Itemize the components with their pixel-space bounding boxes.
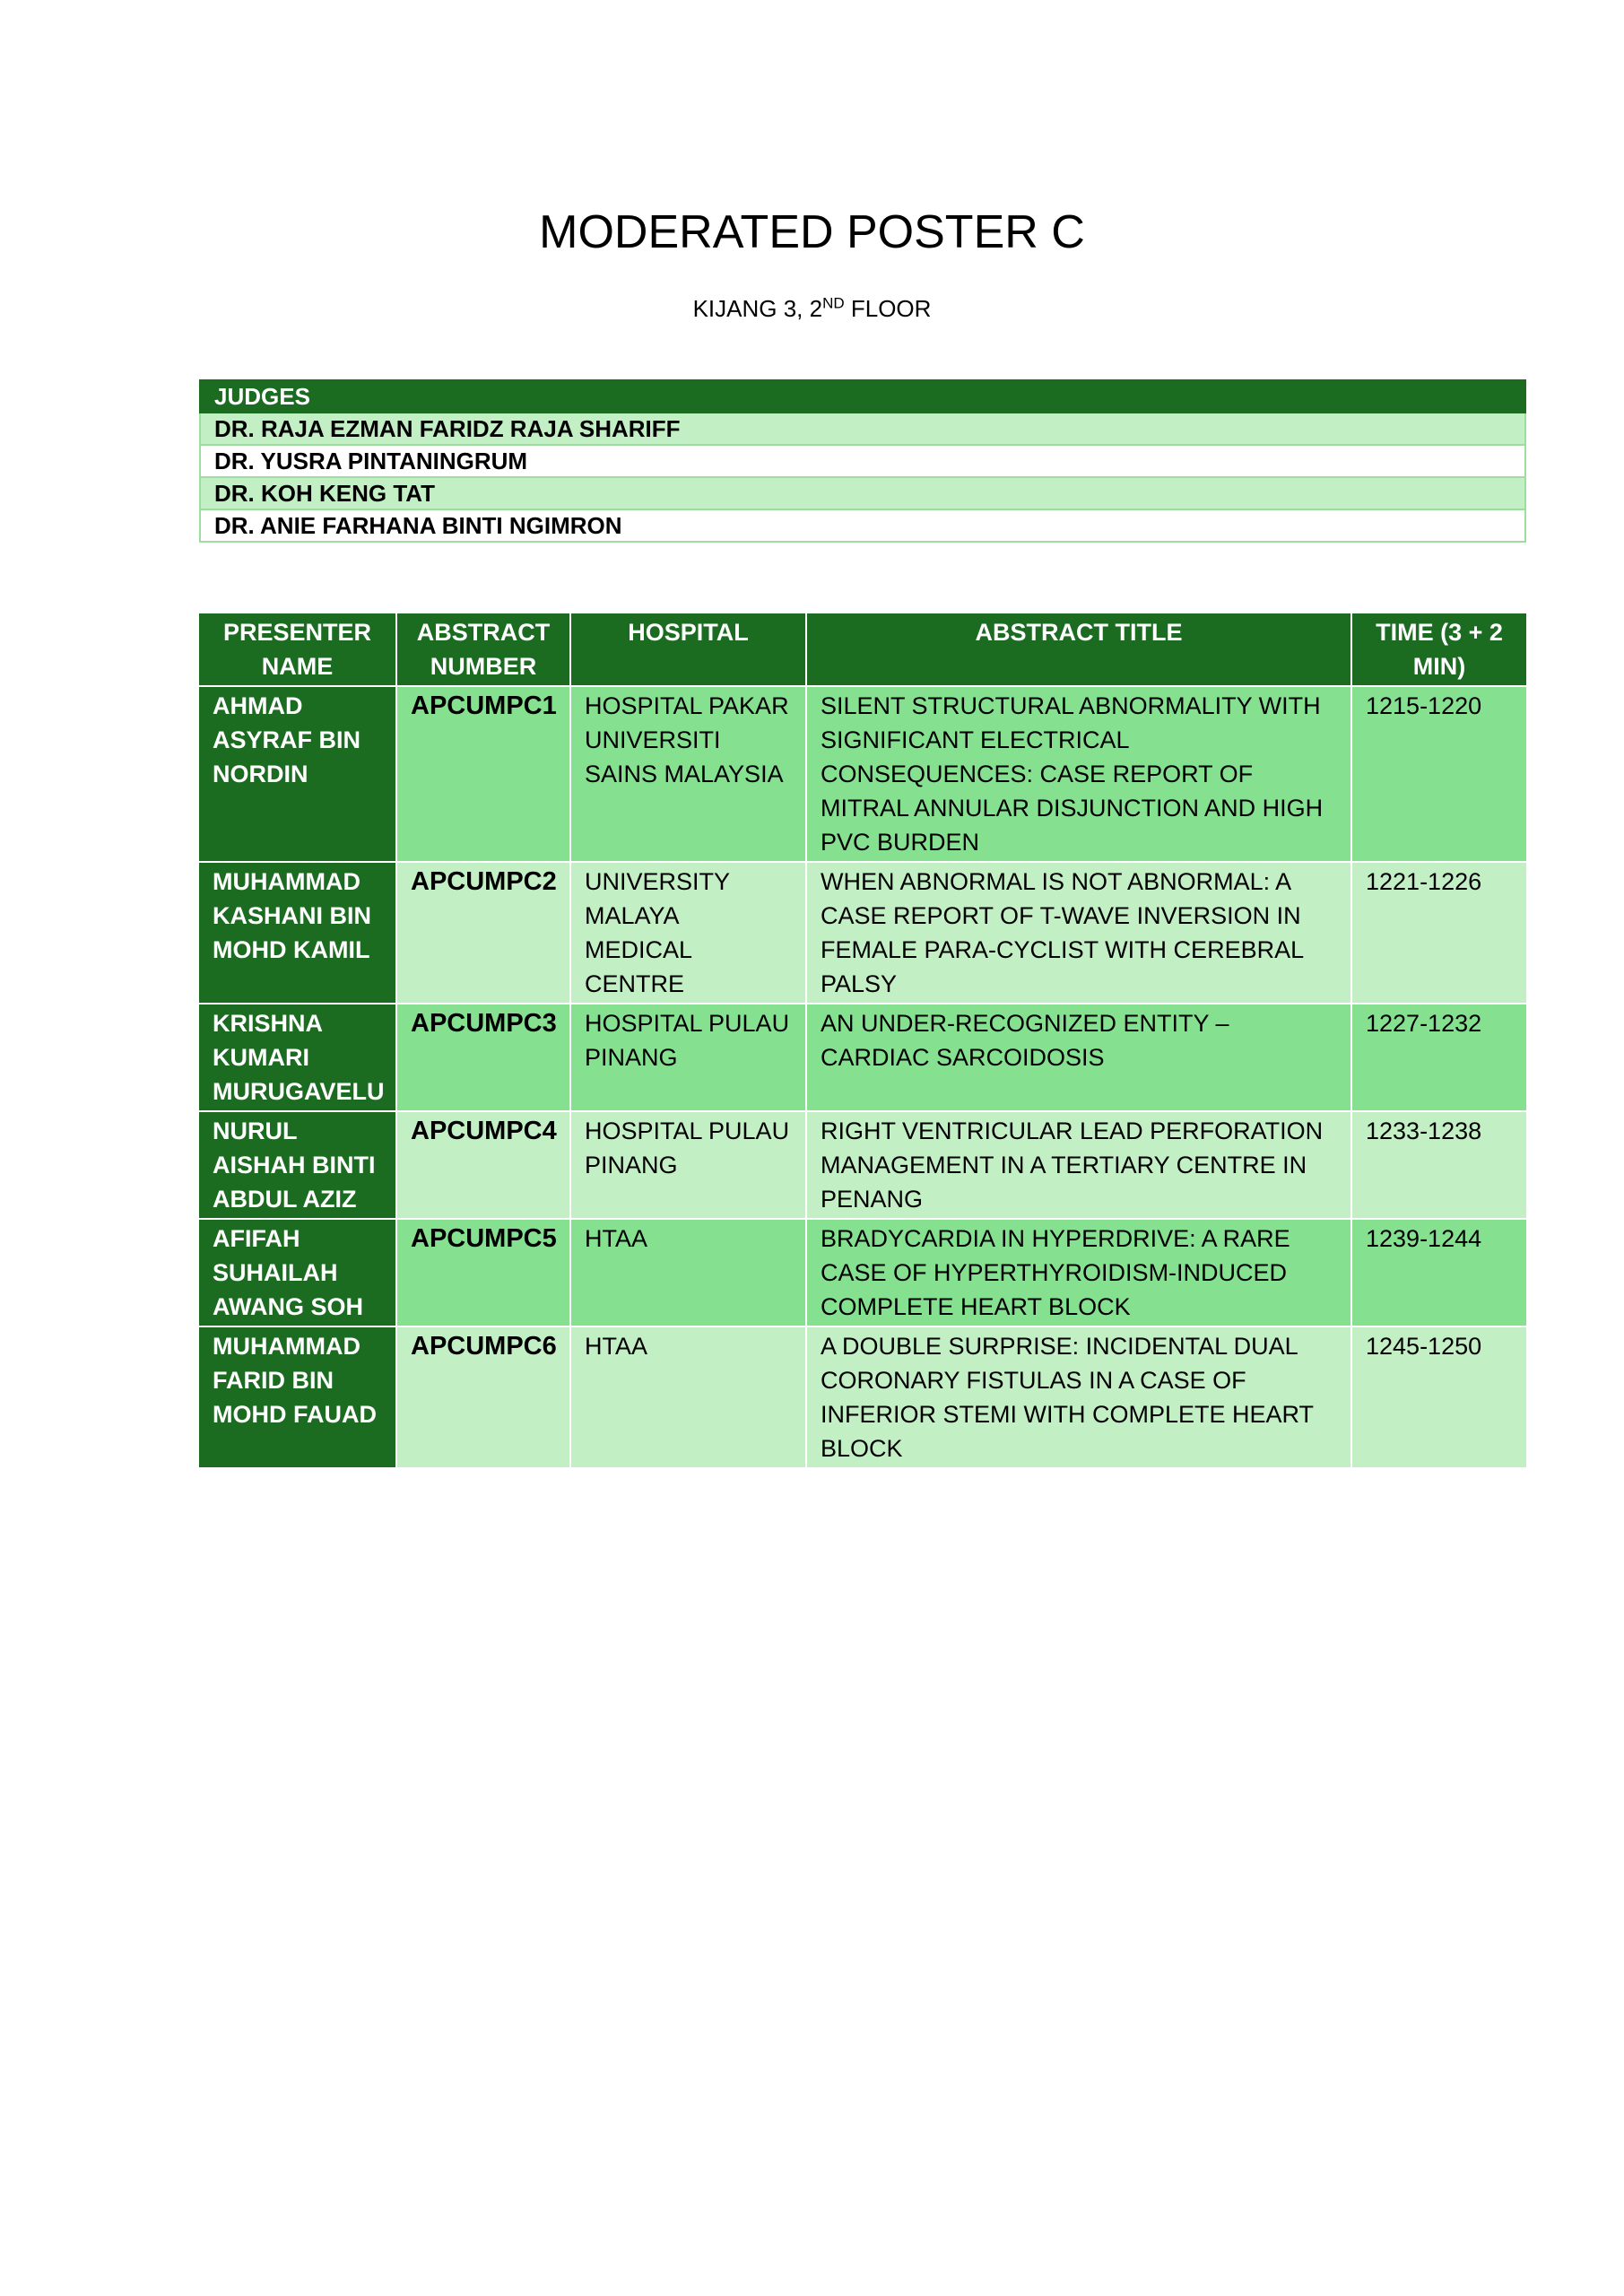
table-row xyxy=(199,1219,1526,1326)
abstract-title: AN UNDER-RECOGNIZED ENTITY – CARDIAC SARCOIDOSIS xyxy=(806,1004,1351,1111)
abstract-title: SILENT STRUCTURAL ABNORMALITY WITH SIGNIFICANT ELECTRICAL CONSEQUENCES: CASE REPORT OF MITRAL ANNULAR DISJUNCTION AND HIGH PVC BURDEN xyxy=(806,686,1351,862)
schedule-table xyxy=(199,613,1526,1469)
abstract-title: BRADYCARDIA IN HYPERDRIVE: A RARE CASE OF HYPERTHYROIDISM-INDUCED COMPLETE HEART BLOCK xyxy=(806,1219,1351,1326)
abstract-number: APCUMPC6 xyxy=(396,1326,570,1468)
time-slot: 1227-1232 xyxy=(1351,1004,1526,1111)
hospital: HOSPITAL PULAU PINANG xyxy=(570,1111,806,1219)
column-header-abstract-number: ABSTRACT NUMBER xyxy=(396,613,570,686)
table-row xyxy=(199,862,1526,1004)
judges-header-row xyxy=(200,380,1525,413)
abstract-title: A DOUBLE SURPRISE: INCIDENTAL DUAL CORONARY FISTULAS IN A CASE OF INFERIOR STEMI WITH COMPLETE HEART BLOCK xyxy=(806,1326,1351,1468)
venue-ordinal-suffix: ND xyxy=(822,294,845,312)
venue-main: KIJANG 3, 2 xyxy=(692,295,823,322)
venue-tail: FLOOR xyxy=(844,295,932,322)
table-row xyxy=(199,1004,1526,1111)
presenter-name: KRISHNA KUMARI MURUGAVELU xyxy=(199,1004,396,1111)
judge-row xyxy=(200,509,1525,542)
column-header-time: TIME (3 + 2 MIN) xyxy=(1351,613,1526,686)
table-row xyxy=(199,686,1526,862)
presenter-name: AHMAD ASYRAF BIN NORDIN xyxy=(199,686,396,862)
presenter-name: MUHAMMAD KASHANI BIN MOHD KAMIL xyxy=(199,862,396,1004)
abstract-title: RIGHT VENTRICULAR LEAD PERFORATION MANAGEMENT IN A TERTIARY CENTRE IN PENANG xyxy=(806,1111,1351,1219)
judge-row xyxy=(200,477,1525,509)
presenter-name: NURUL AISHAH BINTI ABDUL AZIZ xyxy=(199,1111,396,1219)
venue-subtitle xyxy=(0,293,1624,324)
page-title: MODERATED POSTER C xyxy=(539,206,1085,258)
judge-row xyxy=(200,413,1525,445)
abstract-number: APCUMPC1 xyxy=(396,686,570,862)
abstract-number: APCUMPC4 xyxy=(396,1111,570,1219)
abstract-number: APCUMPC5 xyxy=(396,1219,570,1326)
time-slot: 1245-1250 xyxy=(1351,1326,1526,1468)
judges-table xyxy=(199,379,1526,543)
presenter-name: MUHAMMAD FARID BIN MOHD FAUAD xyxy=(199,1326,396,1468)
table-row xyxy=(199,1326,1526,1468)
abstract-title: WHEN ABNORMAL IS NOT ABNORMAL: A CASE REPORT OF T-WAVE INVERSION IN FEMALE PARA-CYCLIST WITH CEREBRAL PALSY xyxy=(806,862,1351,1004)
hospital: HTAA xyxy=(570,1219,806,1326)
time-slot: 1221-1226 xyxy=(1351,862,1526,1004)
schedule-header-row xyxy=(199,613,1526,686)
hospital: HOSPITAL PAKAR UNIVERSITI SAINS MALAYSIA xyxy=(570,686,806,862)
column-header-hospital: HOSPITAL xyxy=(570,613,806,686)
judge-row xyxy=(200,445,1525,477)
hospital: UNIVERSITY MALAYA MEDICAL CENTRE xyxy=(570,862,806,1004)
column-header-presenter: PRESENTER NAME xyxy=(199,613,396,686)
hospital: HOSPITAL PULAU PINANG xyxy=(570,1004,806,1111)
judges-heading: JUDGES xyxy=(200,380,1525,413)
judge-name: DR. ANIE FARHANA BINTI NGIMRON xyxy=(200,509,1525,542)
abstract-number: APCUMPC2 xyxy=(396,862,570,1004)
judge-name: DR. KOH KENG TAT xyxy=(200,477,1525,509)
time-slot: 1215-1220 xyxy=(1351,686,1526,862)
time-slot: 1233-1238 xyxy=(1351,1111,1526,1219)
time-slot: 1239-1244 xyxy=(1351,1219,1526,1326)
judge-name: DR. RAJA EZMAN FARIDZ RAJA SHARIFF xyxy=(200,413,1525,445)
hospital: HTAA xyxy=(570,1326,806,1468)
presenter-name: AFIFAH SUHAILAH AWANG SOH xyxy=(199,1219,396,1326)
column-header-abstract-title: ABSTRACT TITLE xyxy=(806,613,1351,686)
table-row xyxy=(199,1111,1526,1219)
abstract-number: APCUMPC3 xyxy=(396,1004,570,1111)
judge-name: DR. YUSRA PINTANINGRUM xyxy=(200,445,1525,477)
